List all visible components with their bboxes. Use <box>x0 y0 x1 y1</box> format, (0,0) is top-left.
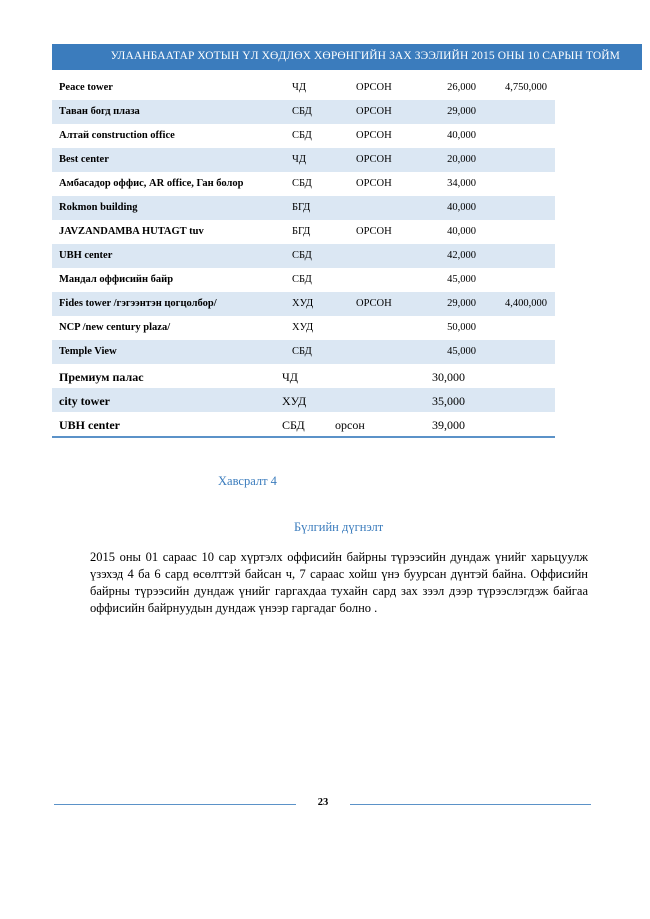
cell-type: ОРСОН <box>356 178 392 189</box>
table-row <box>52 196 555 220</box>
cell-district: ХУД <box>292 298 314 309</box>
office-rent-table <box>52 76 555 438</box>
table-row <box>52 172 555 196</box>
cell-name: Мандал оффисийн байр <box>59 274 174 285</box>
header-band <box>52 44 642 70</box>
cell-name: Fides tower /гэгээнтэн цогцолбор/ <box>59 298 217 309</box>
table-row <box>52 388 555 412</box>
cell-district: ЧД <box>292 82 306 93</box>
table-row <box>52 268 555 292</box>
cell-district: СБД <box>292 178 312 189</box>
summary-paragraph: 2015 оны 01 сараас 10 сар хүртэлх оффисийн байрны түрээсийн дундаж үнийг харьцуулж үзэхэд 4 ба 6 сард өсөлттэй байсан ч, 7 сараас хойш үнэ буурсан дүнтэй байна. Оффисийн байрны түрээсийн дундаж үнийг гаргахдаа тухайн сард зах зээл дээр түрээслэгдэж байгаа оффисийн байрнуудын дундаж үнээр гаргадаг болно . <box>90 550 588 615</box>
cell-price: 45,000 <box>447 346 476 357</box>
cell-type: ОРСОН <box>356 226 392 237</box>
cell-district: СБД <box>282 418 305 432</box>
table-row <box>52 220 555 244</box>
cell-district: БГД <box>292 202 311 213</box>
table-row <box>52 316 555 340</box>
cell-name: Best center <box>59 154 109 165</box>
header-title: УЛААНБААТАР ХОТЫН ҮЛ ХӨДЛӨХ ХӨРӨНГИЙН ЗАХ ЗЭЭЛИЙН 2015 ОНЫ 10 САРЫН ТОЙМ <box>110 50 620 62</box>
cell-district: СБД <box>292 106 312 117</box>
cell-type: ОРСОН <box>356 298 392 309</box>
table-row <box>52 100 555 124</box>
table-row <box>52 124 555 148</box>
cell-name: NCP /new century plaza/ <box>59 322 171 333</box>
cell-price: 34,000 <box>447 178 476 189</box>
cell-district: ЧД <box>282 370 298 384</box>
cell-district: ХУД <box>292 322 314 333</box>
cell-district: СБД <box>292 274 312 285</box>
cell-total: 4,400,000 <box>505 298 547 309</box>
footer-divider-right <box>350 804 591 805</box>
cell-district: СБД <box>292 130 312 141</box>
cell-type: орсон <box>335 418 365 432</box>
cell-price: 39,000 <box>432 418 465 432</box>
cell-district: СБД <box>292 250 312 261</box>
cell-name: Амбасадор оффис, AR office, Ган болор <box>59 178 244 189</box>
cell-district: БГД <box>292 226 311 237</box>
table-row <box>52 76 555 100</box>
cell-price: 50,000 <box>447 322 476 333</box>
table-row <box>52 340 555 364</box>
table-row <box>52 244 555 268</box>
cell-name: Peace tower <box>59 82 113 93</box>
cell-district: СБД <box>292 346 312 357</box>
table-row <box>52 412 555 436</box>
page-number: 23 <box>317 797 329 808</box>
cell-price: 42,000 <box>447 250 476 261</box>
cell-name: Премиум палас <box>59 370 144 384</box>
cell-price: 30,000 <box>432 370 465 384</box>
cell-type: ОРСОН <box>356 154 392 165</box>
cell-type: ОРСОН <box>356 82 392 93</box>
cell-district: ЧД <box>292 154 306 165</box>
cell-name: UBH center <box>59 418 120 432</box>
section-title: Бүлгийн дүгнэлт <box>294 520 384 534</box>
cell-total: 4,750,000 <box>505 82 547 93</box>
cell-type: ОРСОН <box>356 106 392 117</box>
cell-name: UBH center <box>59 250 113 261</box>
cell-district: ХУД <box>282 394 307 408</box>
cell-price: 40,000 <box>447 226 476 237</box>
appendix-label: Хавсралт 4 <box>218 474 277 488</box>
cell-price: 40,000 <box>447 202 476 213</box>
cell-name: Rokmon building <box>59 202 138 213</box>
cell-price: 29,000 <box>447 298 476 309</box>
cell-price: 26,000 <box>447 82 476 93</box>
cell-name: Алтай construction office <box>59 130 175 141</box>
cell-price: 40,000 <box>447 130 476 141</box>
cell-type: ОРСОН <box>356 130 392 141</box>
cell-price: 29,000 <box>447 106 476 117</box>
footer-divider-left <box>54 804 296 805</box>
table-row <box>52 148 555 172</box>
cell-price: 35,000 <box>432 394 465 408</box>
table-row <box>52 292 555 316</box>
cell-name: JAVZANDAMBA HUTAGT tuv <box>59 226 204 237</box>
cell-name: Temple View <box>59 346 117 357</box>
cell-name: Таван богд плаза <box>59 106 140 117</box>
cell-price: 20,000 <box>447 154 476 165</box>
table-row <box>52 364 555 388</box>
cell-name: city tower <box>59 394 110 408</box>
cell-price: 45,000 <box>447 274 476 285</box>
